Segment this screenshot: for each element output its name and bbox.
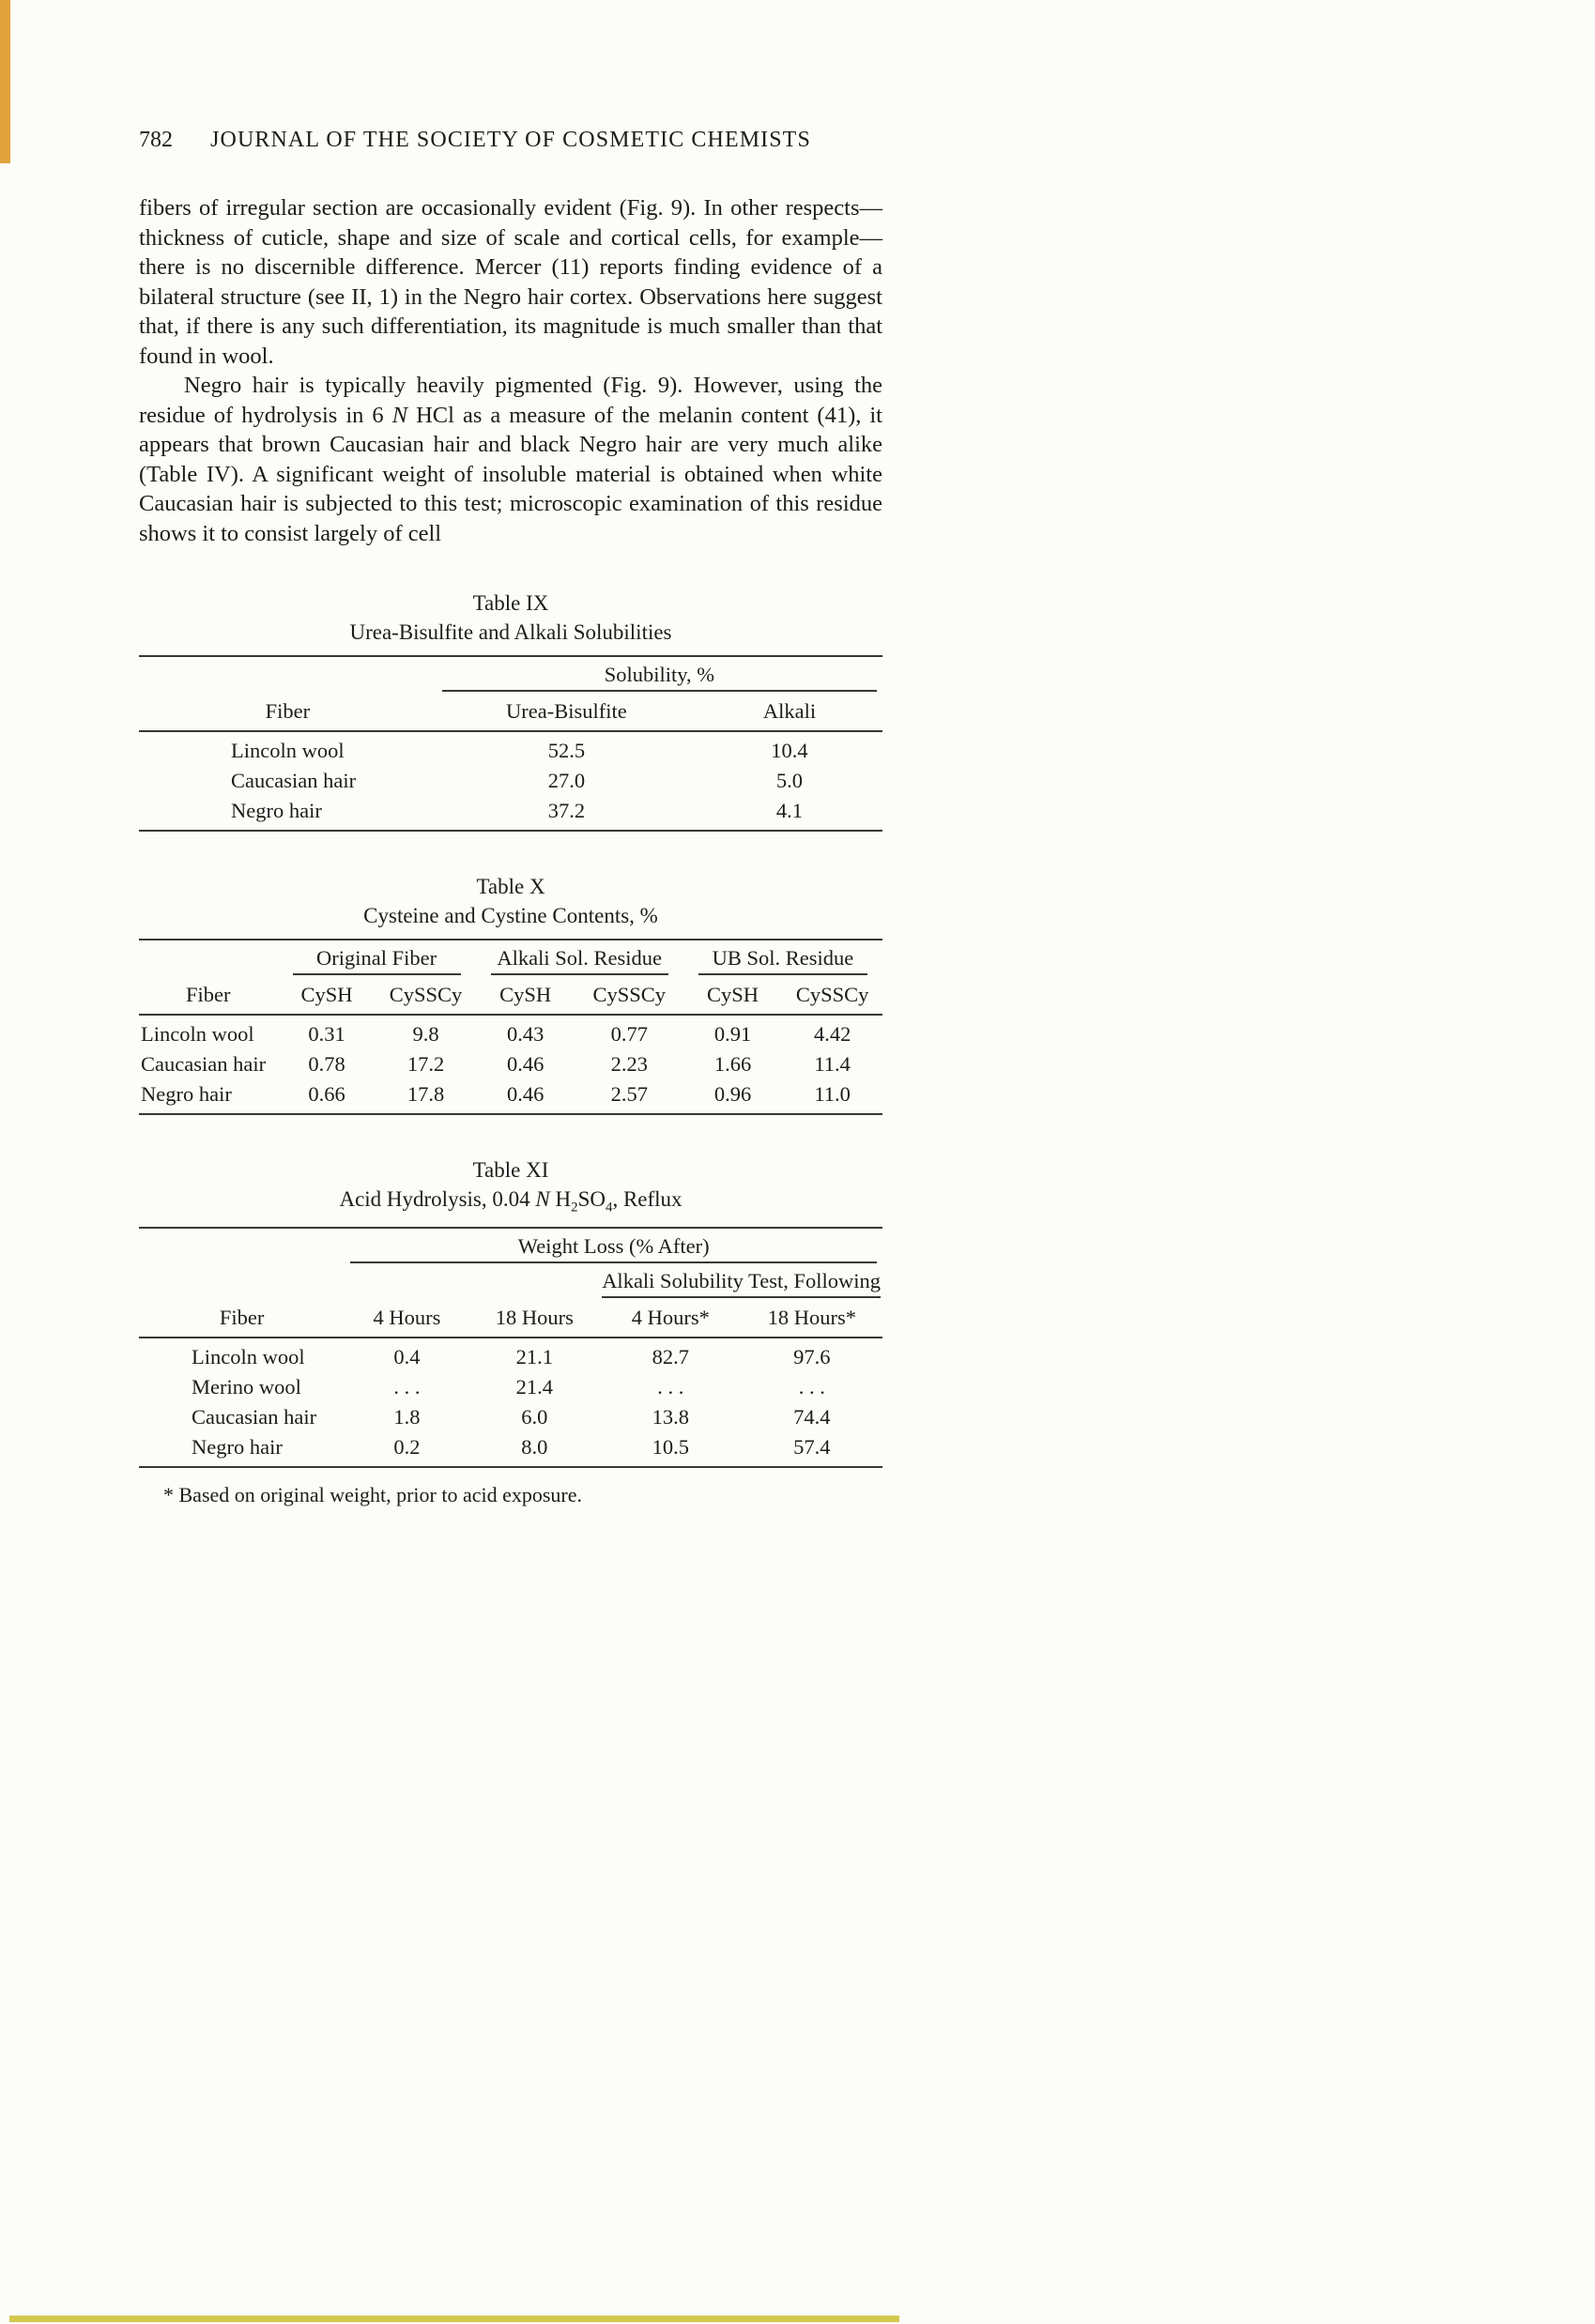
row-label: Negro hair — [231, 799, 322, 822]
table-row — [139, 1015, 882, 1049]
cell: . . . — [657, 1374, 684, 1399]
cell: 0.46 — [506, 1082, 544, 1106]
cell: 52.5 — [547, 739, 586, 762]
cell: 0.91 — [713, 1022, 752, 1046]
table-row — [139, 1079, 882, 1114]
col-header-urea-bisulfite: Urea-Bisulfite — [437, 695, 697, 731]
subtitle-text-d: , Reflux — [612, 1187, 682, 1211]
table-xi-footnote: * Based on original weight, prior to acid exposure. — [163, 1482, 583, 1506]
span-header-row — [139, 656, 882, 695]
cell: 4.1 — [775, 799, 804, 822]
cell: 21.1 — [515, 1344, 553, 1368]
subtitle-text-b: H — [549, 1187, 572, 1211]
table-x-subtitle: Cysteine and Cystine Contents, % — [363, 904, 658, 927]
cell: 27.0 — [547, 769, 586, 792]
cell: 1.66 — [713, 1052, 752, 1076]
table-row — [139, 1402, 882, 1432]
table-ix-block — [139, 591, 882, 832]
cell: 21.4 — [515, 1374, 553, 1399]
cell: 74.4 — [793, 1404, 831, 1429]
row-label: Caucasian hair — [231, 769, 357, 792]
col-header-cysscy-2: CySSCy — [575, 978, 683, 1015]
col-header-cysh-3: CySH — [683, 978, 782, 1015]
page-content — [139, 128, 882, 1507]
cell: 17.8 — [406, 1082, 445, 1106]
para2-text-a: Negro hair is typically heavily pigmented (Fig. 9). However, using the residue of hydrolysis in 6 — [139, 373, 882, 428]
body-text — [139, 193, 882, 548]
table-x-block — [139, 875, 882, 1115]
original-fiber-span-header: Original Fiber — [278, 940, 476, 978]
cell: 0.66 — [308, 1082, 345, 1106]
col-header-fiber: Fiber — [139, 1301, 345, 1338]
subscript-4: 4 — [605, 1200, 613, 1216]
empty-cell — [139, 940, 278, 978]
empty-cell — [139, 656, 437, 695]
cell: 0.31 — [308, 1022, 345, 1046]
col-header-fiber: Fiber — [139, 978, 278, 1015]
cell: 2.23 — [610, 1052, 648, 1076]
cell: 5.0 — [775, 769, 804, 792]
cell: 10.5 — [652, 1434, 690, 1459]
alkali-solubility-test-span-header: Alkali Solubility Test, Following — [600, 1266, 882, 1301]
cell: 6.0 — [521, 1404, 548, 1429]
scan-edge-artifact-left — [0, 0, 10, 163]
row-label: Lincoln wool — [141, 1022, 254, 1046]
subtitle-italic-n: N — [535, 1187, 550, 1211]
span-header-row — [139, 940, 882, 978]
table-x-title: Table X — [476, 875, 545, 898]
row-label: Lincoln wool — [231, 739, 345, 762]
body-paragraph-2 — [139, 371, 882, 548]
page-number: 782 — [139, 128, 173, 152]
cell: 0.2 — [393, 1434, 421, 1459]
table-ix-title: Table IX — [472, 591, 549, 615]
col-header-4-hours: 4 Hours — [345, 1301, 468, 1338]
cell: 0.96 — [713, 1082, 752, 1106]
scan-edge-artifact-bottom — [9, 2316, 899, 2322]
table-row — [139, 1372, 882, 1402]
cell: 11.0 — [814, 1082, 851, 1106]
empty-cell — [139, 1266, 345, 1301]
table-row — [139, 796, 882, 831]
empty-cell — [139, 1228, 345, 1266]
col-header-cysscy-1: CySSCy — [376, 978, 476, 1015]
table-ix — [139, 655, 882, 832]
cell: 0.4 — [393, 1344, 421, 1368]
col-header-4-hours-star: 4 Hours* — [600, 1301, 741, 1338]
journal-header: JOURNAL OF THE SOCIETY OF COSMETIC CHEMISTS — [210, 128, 811, 152]
cell: 1.8 — [393, 1404, 421, 1429]
empty-cell — [345, 1266, 600, 1301]
table-row — [139, 766, 882, 796]
cell: 37.2 — [547, 799, 586, 822]
cell: 57.4 — [793, 1434, 831, 1459]
cell: 0.43 — [506, 1022, 544, 1046]
subtitle-text-a: Acid Hydrolysis, 0.04 — [339, 1187, 536, 1211]
table-row — [139, 731, 882, 766]
running-head — [139, 128, 882, 158]
column-header-row — [139, 978, 882, 1015]
row-label: Lincoln wool — [192, 1344, 305, 1368]
table-row — [139, 1049, 882, 1079]
cell: 0.77 — [610, 1022, 648, 1046]
ub-sol-residue-span-header: UB Sol. Residue — [683, 940, 882, 978]
body-paragraph-1: fibers of irregular section are occasionally evident (Fig. 9). In other respects—thickness of cuticle, shape and size of scale and cortical cells, for example—there is no discernible difference. Mercer (11) reports finding evidence of a bilateral structure (see II, 1) in the Negro hair cortex. Observations here suggest that, if there is any such differentiation, its magnitude is much smaller than that found in wool. — [139, 195, 882, 369]
cell: 13.8 — [652, 1404, 690, 1429]
col-header-18-hours-star: 18 Hours* — [742, 1301, 882, 1338]
row-label: Negro hair — [141, 1082, 232, 1106]
cell: 17.2 — [406, 1052, 445, 1076]
cell: 0.46 — [506, 1052, 544, 1076]
span-header-row-1 — [139, 1228, 882, 1266]
col-header-alkali: Alkali — [697, 695, 882, 731]
table-xi-title: Table XI — [472, 1158, 549, 1182]
weight-loss-span-header: Weight Loss (% After) — [345, 1228, 882, 1266]
row-label: Merino wool — [192, 1374, 301, 1399]
subtitle-text-c: SO — [577, 1187, 606, 1211]
row-label: Negro hair — [192, 1434, 283, 1459]
column-header-row — [139, 695, 882, 731]
table-row — [139, 1432, 882, 1467]
alkali-sol-residue-span-header: Alkali Sol. Residue — [476, 940, 683, 978]
col-header-cysscy-3: CySSCy — [782, 978, 882, 1015]
col-header-cysh-2: CySH — [476, 978, 575, 1015]
cell: 4.42 — [813, 1022, 851, 1046]
cell: . . . — [798, 1374, 825, 1399]
cell: 2.57 — [610, 1082, 648, 1106]
row-label: Caucasian hair — [192, 1404, 317, 1429]
table-x — [139, 939, 882, 1115]
cell: 82.7 — [652, 1344, 690, 1368]
cell: 8.0 — [521, 1434, 548, 1459]
cell: 97.6 — [793, 1344, 831, 1368]
table-ix-subtitle: Urea-Bisulfite and Alkali Solubilities — [349, 620, 672, 644]
para2-text-b: HCl as a measure of the melanin content (41), it appears that brown Caucasian hair and black Negro hair are very much alike (Table IV). A significant weight of insoluble material is obtained when white Caucasian hair is subjected to this test; microscopic examination of this residue shows it to consist largely of cell — [139, 402, 882, 546]
cell: 11.4 — [814, 1052, 851, 1076]
table-xi — [139, 1227, 882, 1468]
row-label: Caucasian hair — [141, 1052, 267, 1076]
solubility-span-header: Solubility, % — [437, 656, 882, 695]
col-header-18-hours: 18 Hours — [468, 1301, 600, 1338]
subscript-2: 2 — [571, 1200, 578, 1216]
para2-italic-n: N — [391, 402, 408, 428]
cell: . . . — [393, 1374, 421, 1399]
col-header-fiber: Fiber — [139, 695, 437, 731]
table-row — [139, 1338, 882, 1372]
table-xi-block — [139, 1158, 882, 1507]
cell: 10.4 — [771, 739, 808, 762]
span-header-row-2 — [139, 1266, 882, 1301]
cell: 9.8 — [412, 1022, 439, 1046]
col-header-cysh-1: CySH — [278, 978, 376, 1015]
cell: 0.78 — [308, 1052, 345, 1076]
table-xi-subtitle — [139, 1187, 882, 1216]
column-header-row — [139, 1301, 882, 1338]
